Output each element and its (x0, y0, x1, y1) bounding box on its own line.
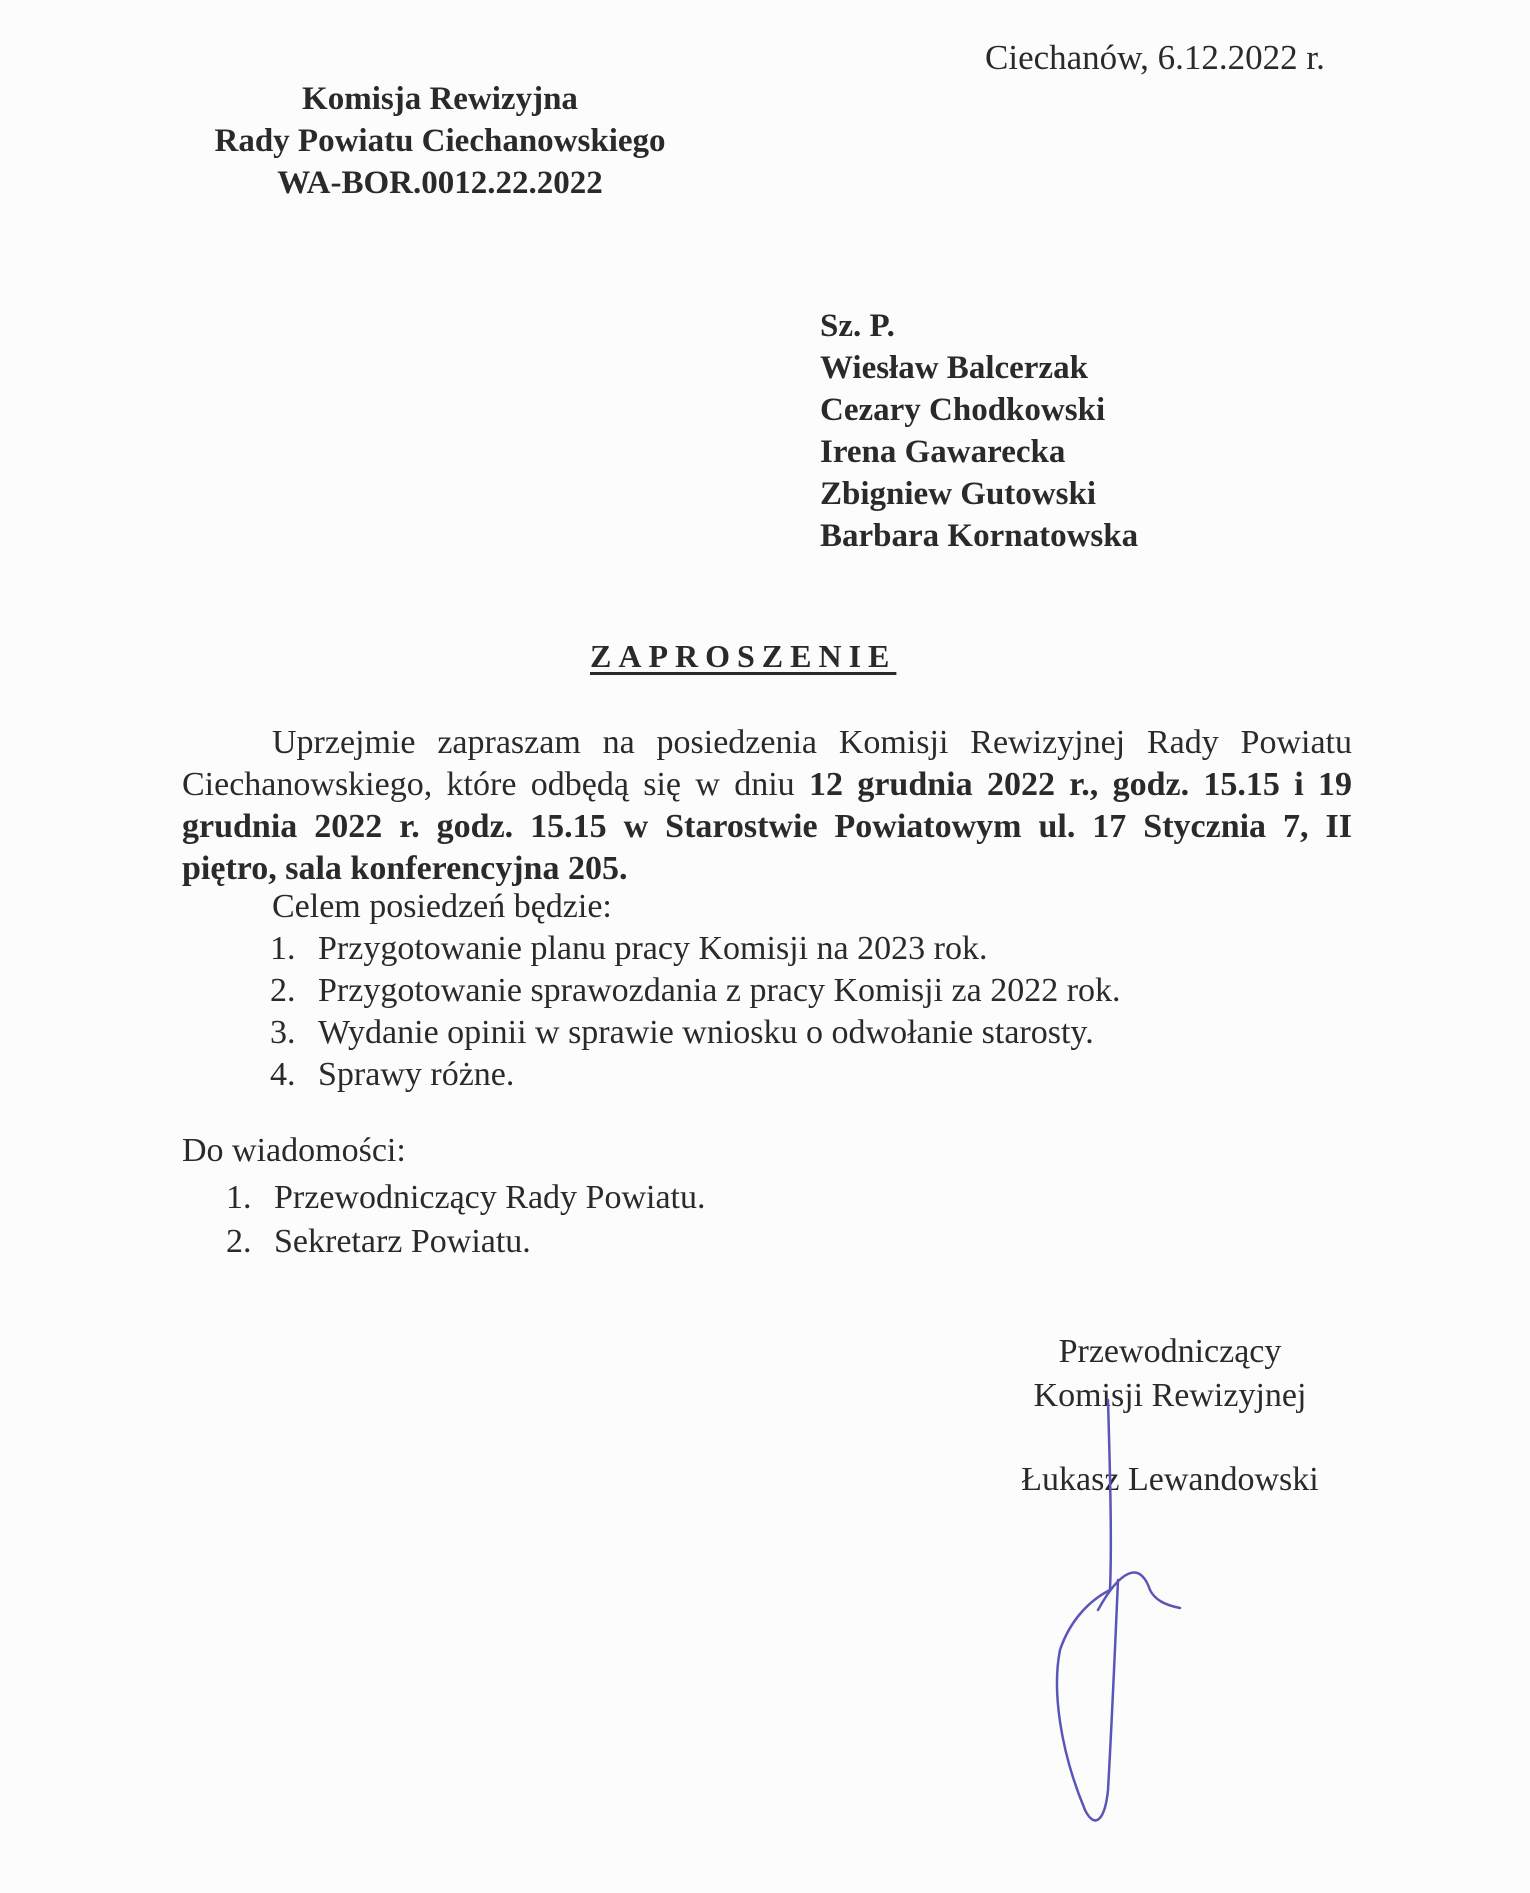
list-item (226, 1176, 706, 1220)
document-title: ZAPROSZENIE (590, 638, 897, 674)
recipient-name: Cezary Chodkowski (820, 392, 1106, 428)
reference-number: WA-BOR.0012.22.2022 (277, 165, 603, 201)
item-number: 1. (270, 930, 296, 967)
item-text: Przygotowanie sprawozdania z pracy Komisji za 2022 rok. (318, 972, 1121, 1009)
sender-block (150, 78, 730, 204)
recipient-name: Irena Gawarecka (820, 434, 1066, 470)
agenda-list (270, 928, 1121, 1096)
recipients-block (820, 305, 1138, 557)
item-text: Sekretarz Powiatu. (274, 1223, 531, 1260)
item-text: Wydanie opinii w sprawie wniosku o odwołanie starosty. (318, 1014, 1094, 1051)
item-number: 1. (226, 1179, 252, 1216)
item-text: Przygotowanie planu pracy Komisji na 2023 rok. (318, 930, 988, 967)
signer-committee: Komisji Rewizyjnej (1033, 1377, 1307, 1414)
list-item (270, 928, 1121, 970)
item-number: 2. (270, 972, 296, 1009)
sender-organization: Rady Powiatu Ciechanowskiego (214, 123, 666, 159)
list-item (270, 1012, 1121, 1054)
item-number: 2. (226, 1223, 252, 1260)
item-number: 3. (270, 1014, 296, 1051)
recipient-name: Barbara Kornatowska (820, 518, 1139, 554)
signer-role: Przewodniczący (1058, 1333, 1282, 1370)
recipient-name: Zbigniew Gutowski (820, 476, 1096, 512)
item-text: Sprawy różne. (318, 1056, 515, 1093)
list-item (270, 970, 1121, 1012)
list-item (226, 1220, 706, 1264)
item-text: Przewodniczący Rady Powiatu. (274, 1179, 706, 1216)
list-item (270, 1054, 1121, 1096)
signature-stroke (1057, 1400, 1180, 1820)
purpose-intro: Celem posiedzeń będzie: (272, 888, 612, 925)
signer-name: Łukasz Lewandowski (1021, 1461, 1319, 1498)
recipient-name: Wiesław Balcerzak (820, 350, 1088, 386)
place-date: Ciechanów, 6.12.2022 r. (985, 38, 1325, 77)
invitation-paragraph (182, 722, 1352, 890)
invitation-intro: Uprzejmie zapraszam na posiedzenia Komisji Rewizyjnej Rady Powiatu Ciechanowskiego, które odbędą się w dniu (182, 724, 1352, 803)
cc-heading: Do wiadomości: (182, 1132, 406, 1169)
meeting-details: 12 grudnia 2022 r., godz. 15.15 i 19 grudnia 2022 r. godz. 15.15 w Starostwie Powiatowym ul. 17 Stycznia 7, II piętro, sala konferencyjna 205. (182, 766, 1353, 887)
item-number: 4. (270, 1056, 296, 1093)
cc-list (226, 1176, 706, 1264)
sender-name: Komisja Rewizyjna (302, 81, 578, 117)
handwritten-signature (1030, 1390, 1190, 1830)
salutation: Sz. P. (820, 308, 895, 344)
